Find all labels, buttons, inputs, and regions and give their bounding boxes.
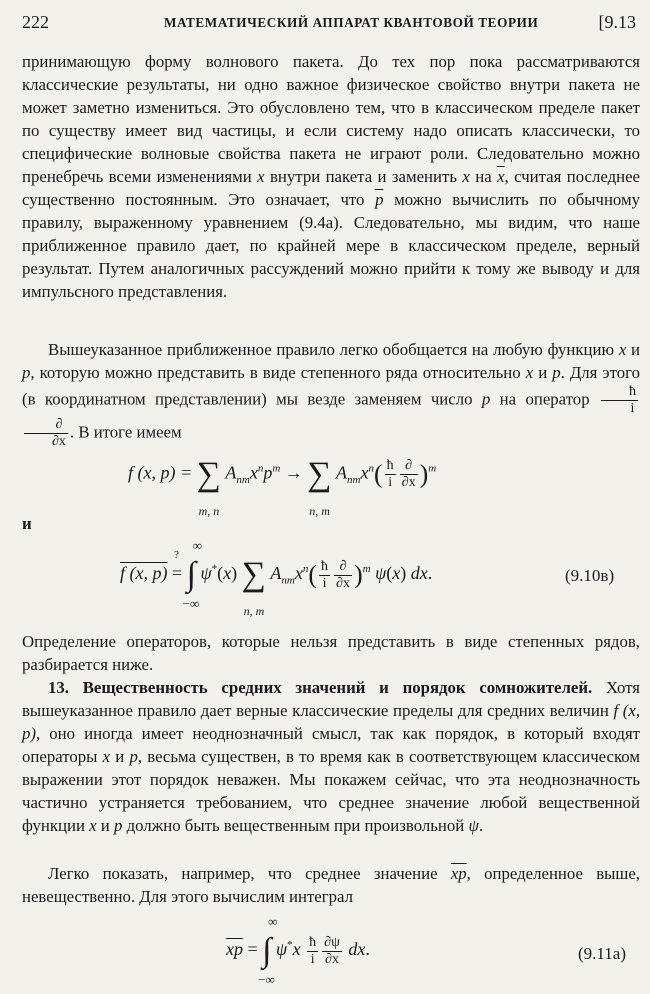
paragraph-1 <box>22 50 640 303</box>
paragraph-2 <box>22 338 640 450</box>
paragraph-text: и <box>115 747 125 766</box>
math-var: x <box>89 816 97 835</box>
equation-power-series: f (x, p) = ∑ m, n $A_{nm}x^np^m$ → ∑ n, m $A_{nm}x^n$( $\frac{ħ}{i}$ $\frac{\partial}{\partial x}$ )$^m$ <box>128 458 436 491</box>
limit-top: ∞ <box>192 538 202 553</box>
math-var: ψ <box>468 816 479 835</box>
math-var: p <box>113 816 123 835</box>
math-var: p <box>481 389 491 409</box>
section-title: 13. Вещественность средних значений и порядок сомножителей. <box>48 678 593 697</box>
sum-symbol: ∑ n, m <box>307 460 331 490</box>
section-reference: [9.13 <box>598 12 636 32</box>
equation-9-10v: f (x, p) = ? ∫ ∞ −∞ ψ*(x) ∑ n, m $A_{nm}x^n$( $\frac{ħ}{i}$ $\frac{\partial}{\partial x}$ )$^m$ ψ(x) dx. <box>120 538 433 618</box>
paragraph-text: Легко показать, например, что среднее значение <box>48 864 438 883</box>
integral-symbol: ∫ ∞ −∞ <box>182 538 202 611</box>
frac-num: ∂ψ <box>324 934 340 950</box>
frac-den: ∂x <box>52 434 66 449</box>
paragraph-text: Вышеуказанное приближенное правило легко обобщается на любую функцию <box>48 340 615 359</box>
math-var-mean: $\overline{p}$ <box>375 190 384 209</box>
running-title: МАТЕМАТИЧЕСКИЙ АППАРАТ КВАНТОВОЙ ТЕОРИИ <box>164 15 539 30</box>
paragraph-text: Хотя вышеуказанное правило дает верные классические пределы для средних величин <box>22 678 640 720</box>
paragraph-text: Определение операторов, которые нельзя представить в виде степенных рядов, разбирается ниже. <box>22 632 640 674</box>
paragraph-text: , которую можно представить в виде степенного ряда относительно <box>30 363 521 382</box>
paragraph-text: можно вычислить по обычному правилу, выраженному уравнением (9.4а). Следовательно, мы видим, что наше приближенное правило дает, по крайней мере в классическом пределе, верный результат. Путем аналогичных рассуждений можно прийти к тому же выводу и для импульсного представления. <box>22 190 641 301</box>
math-var: x <box>525 363 534 382</box>
sum-sub: m, n <box>198 503 220 518</box>
frac-num: ħ <box>601 384 638 401</box>
sum-symbol: ∑ n, m <box>241 556 266 618</box>
paragraph-text: , определенное выше, невещественно. Для этого вычислим интеграл <box>22 864 640 906</box>
math-var: x <box>102 747 111 766</box>
paragraph-text: на <box>475 167 492 186</box>
paragraph-text: принимающую форму волнового пакета. До тех пор пока рассматриваются классические результаты, ни одно важное физическое свойство внутри пакета не может заметно измениться. Это обусловлено тем, что в классическом пределе пакет по существу имеет вид частицы, и если систему надо описать классически, то специфические волновые свойства пакета не играют роли. Следовательно можно пренебречь всеми изменениями <box>22 52 640 186</box>
sum-symbol: ∑ m, n <box>197 460 221 490</box>
math-var: x <box>462 167 470 186</box>
equation-number: (9.11а) <box>578 944 626 963</box>
math-var: p <box>129 747 138 766</box>
paragraph-text: и <box>631 340 640 359</box>
section-13-paragraph <box>22 676 640 837</box>
math-expr-mean: $\overline{xp}$ <box>450 864 467 883</box>
math-var-mean: $\overline{x}$ <box>497 167 505 186</box>
eq-arrow: → <box>284 462 303 483</box>
frac-num: ∂ <box>24 417 68 434</box>
math-var: x <box>618 340 627 359</box>
paragraph-3 <box>22 630 640 676</box>
paragraph-text: . <box>478 816 484 835</box>
fraction-d-over-dx <box>24 417 68 450</box>
connector-word: и <box>22 514 32 533</box>
sum-sub: n, m <box>309 503 330 518</box>
eq-lhs: $\overline{xp}$ <box>226 939 243 960</box>
paragraph-text: . В итоге имеем <box>69 422 182 442</box>
paragraph-text: . Для этого (в координатном представлении) мы везде заменяем число <box>22 363 640 409</box>
paragraph-text: , оно иногда имеет неоднозначный смысл, так как порядок, в который входят операторы <box>22 724 640 766</box>
eq-lhs: f (x, p) <box>120 563 168 584</box>
paragraph-text: должно быть вещественным при произвольной <box>126 816 465 835</box>
math-var: p <box>552 363 561 382</box>
paragraph-5 <box>22 862 640 908</box>
page-number: 222 <box>22 12 49 32</box>
paragraph-text: на оператор <box>499 389 590 409</box>
question-mark: ? <box>173 549 179 562</box>
math-var: x <box>257 167 265 186</box>
paragraph-text: , считая последнее существенно постоянным. Это означает, что <box>22 167 640 209</box>
eq-lhs: f (x, p) = <box>128 462 193 483</box>
running-header <box>22 12 636 36</box>
limit-bottom: −∞ <box>182 596 200 611</box>
paragraph-text: и <box>538 363 548 382</box>
paragraph-text: и <box>100 816 110 835</box>
frac-den: i <box>630 401 635 416</box>
paragraph-text: , весьма существен, в то время как в соответствующем классическом выражении этот порядок неважен. Мы покажем сейчас, что эта неоднозначность частично устраняется требованием, что среднее значение любой вещественной функции <box>22 747 640 835</box>
math-var: p <box>22 363 31 382</box>
math-expr: f (x, p) <box>22 701 641 743</box>
paragraph-text: внутри пакета и заменить <box>269 167 458 186</box>
fraction-hbar-over-i <box>601 384 638 417</box>
equation-9-11a: $\overline{xp}$ = ∫ ∞ −∞ ψ*x $\frac{ħ}{i}$ $\frac{\partial\psi}{\partial x}$ dx. <box>226 914 370 987</box>
integral-symbol: ∫ ∞ −∞ <box>258 914 278 987</box>
equation-number: (9.10в) <box>565 566 615 585</box>
